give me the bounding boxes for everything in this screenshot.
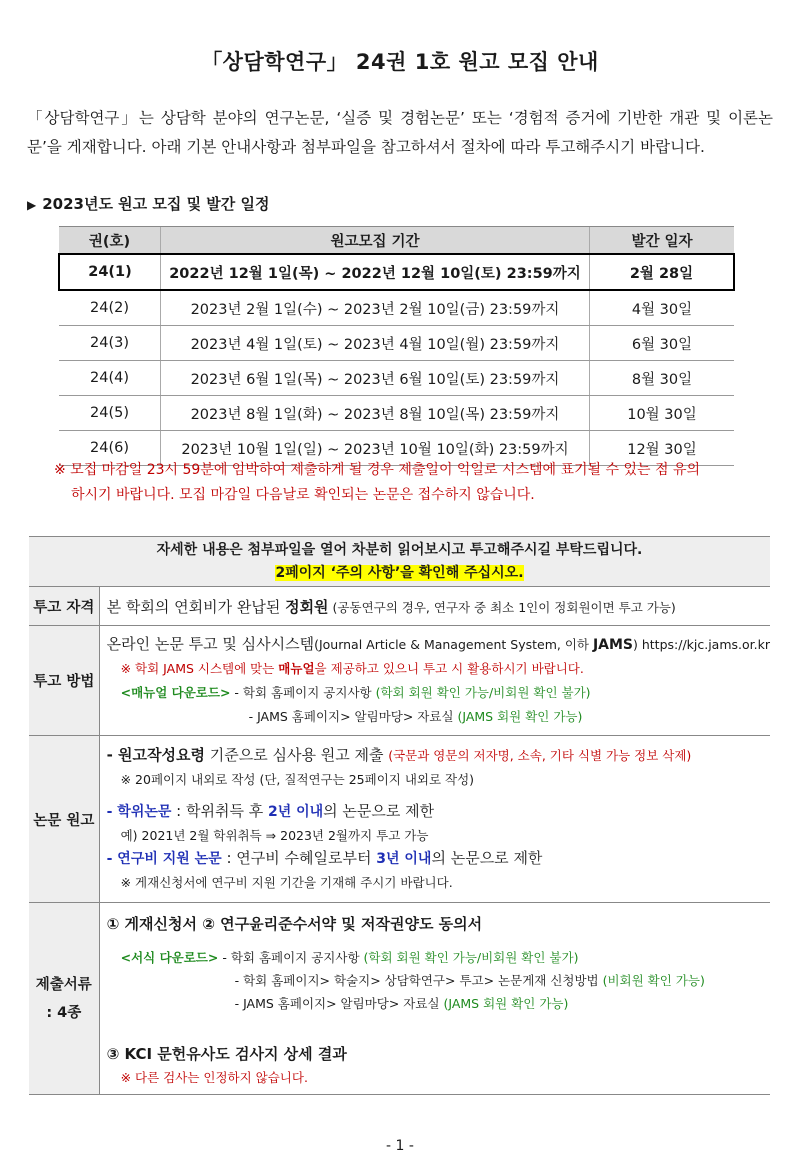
manuscript-line2: ※ 20페이지 내외로 작성 (단, 질적연구는 25페이지 내외로 작성) bbox=[120, 772, 475, 787]
schedule-table bbox=[58, 226, 735, 466]
col-header-date: 발간 일자 bbox=[590, 227, 735, 255]
documents-line6: ※ 다른 검사는 인정하지 않습니다. bbox=[120, 1070, 308, 1085]
banner-line2: 2페이지 ‘주의 사항’을 확인해 주십시오. bbox=[275, 565, 524, 581]
deadline-note-line2: 하시기 바랍니다. 모집 마감일 다음날로 확인되는 논문은 접수하지 않습니다. bbox=[71, 487, 535, 503]
col-header-volume: 권(호) bbox=[59, 227, 161, 255]
table-row bbox=[59, 361, 734, 396]
table-row bbox=[59, 290, 734, 326]
page-number: - 1 - bbox=[386, 1138, 414, 1154]
notice-banner bbox=[29, 536, 770, 586]
cell-volume: 24(2) bbox=[59, 290, 161, 326]
label-documents bbox=[29, 903, 99, 1095]
documents-line1: ① 게재신청서 ② 연구윤리준수서약 및 저작권양도 동의서 bbox=[106, 915, 483, 933]
documents-line3: - 학회 홈페이지> 학술지> 상담학연구> 투고> 논문게재 신청방법 (비회원 확인 가능) bbox=[234, 973, 705, 988]
row-documents bbox=[29, 903, 770, 1095]
table-row bbox=[59, 254, 734, 290]
cell-date: 2월 28일 bbox=[590, 254, 735, 290]
documents-line4: - JAMS 홈페이지> 알림마당> 자료실 (JAMS 회원 확인 가능) bbox=[234, 996, 569, 1011]
cell-volume: 24(1) bbox=[59, 254, 161, 290]
label-manuscript: 논문 원고 bbox=[29, 736, 99, 903]
label-method: 투고 방법 bbox=[29, 626, 99, 736]
deadline-note bbox=[54, 458, 744, 508]
method-line2: ※ 학회 JAMS 시스템에 맞는 매뉴얼을 제공하고 있으니 투고 시 활용하시기 바랍니다. bbox=[120, 661, 584, 676]
intro-paragraph: 「상담학연구」는 상담학 분야의 연구논문, ‘실증 및 경험논문’ 또는 ‘경험적 증거에 기반한 개관 및 이론논문’을 게재합니다. 아래 기본 안내사항과 첨부파일을 참고하셔서 절차에 따라 투고해주시기 바랍니다. bbox=[27, 109, 773, 156]
documents-line2: <서식 다운로드> - 학회 홈페이지 공지사항 (학회 회원 확인 가능/비회원 확인 불가) bbox=[120, 950, 579, 965]
manuscript-line5: - 연구비 지원 논문 : 연구비 수혜일로부터 3년 이내의 논문으로 제한 bbox=[106, 849, 543, 867]
manuscript-line6: ※ 게재신청서에 연구비 지원 기간을 기재해 주시기 바랍니다. bbox=[120, 875, 453, 890]
cell-volume: 24(4) bbox=[59, 361, 161, 396]
row-manuscript bbox=[29, 736, 770, 903]
cell-period: 2023년 6월 1일(목) ~ 2023년 6월 10일(토) 23:59까지 bbox=[161, 361, 590, 396]
cell-period: 2023년 2월 1일(수) ~ 2023년 2월 10일(금) 23:59까지 bbox=[161, 290, 590, 326]
label-qualification: 투고 자격 bbox=[29, 587, 99, 626]
method-line4: - JAMS 홈페이지> 알림마당> 자료실 (JAMS 회원 확인 가능) bbox=[248, 709, 583, 724]
cell-date: 4월 30일 bbox=[590, 290, 735, 326]
banner-line1: 자세한 내용은 첨부파일을 열어 차분히 읽어보시고 투고해주시길 부탁드립니다. bbox=[156, 542, 643, 558]
cell-period: 2023년 8월 1일(화) ~ 2023년 8월 10일(목) 23:59까지 bbox=[161, 396, 590, 431]
schedule-heading bbox=[27, 193, 269, 214]
cell-date: 10월 30일 bbox=[590, 396, 735, 431]
cell-volume: 24(3) bbox=[59, 326, 161, 361]
cell-period: 2023년 4월 1일(토) ~ 2023년 4월 10일(월) 23:59까지 bbox=[161, 326, 590, 361]
cell-volume: 24(6) bbox=[59, 431, 161, 466]
guidelines-table bbox=[29, 586, 770, 1095]
method-line3: <매뉴얼 다운로드> - 학회 홈페이지 공지사항 (학회 회원 확인 가능/비회원 확인 불가) bbox=[120, 685, 591, 700]
cell-volume: 24(5) bbox=[59, 396, 161, 431]
method-line1: 온라인 논문 투고 및 심사시스템(Journal Article & Management System, 이하 JAMS) https://kjc.jams.or.kr bbox=[106, 635, 770, 653]
manuscript-line3: - 학위논문 : 학위취득 후 2년 이내의 논문으로 제한 bbox=[106, 802, 435, 820]
qualification-text: 본 학회의 연회비가 완납된 정회원 (공동연구의 경우, 연구자 중 최소 1인이 정회원이면 투고 가능) bbox=[106, 597, 676, 616]
documents-line5: ③ KCI 문헌유사도 검사지 상세 결과 bbox=[106, 1045, 347, 1063]
manual-download-link[interactable]: <매뉴얼 다운로드> bbox=[120, 685, 231, 700]
col-header-period: 원고모집 기간 bbox=[161, 227, 590, 255]
page-title: 「상담학연구」 24권 1호 원고 모집 안내 bbox=[201, 50, 599, 74]
table-row bbox=[59, 396, 734, 431]
cell-period: 2022년 12월 1일(목) ~ 2022년 12월 10일(토) 23:59까지 bbox=[161, 254, 590, 290]
row-qualification bbox=[29, 587, 770, 626]
label-documents-line1: 제출서류 bbox=[35, 976, 92, 993]
cell-date: 8월 30일 bbox=[590, 361, 735, 396]
table-row bbox=[59, 326, 734, 361]
schedule-heading-text: 2023년도 원고 모집 및 발간 일정 bbox=[42, 195, 270, 213]
manuscript-line4: 예) 2021년 2월 학위취득 ⇒ 2023년 2월까지 투고 가능 bbox=[120, 828, 429, 843]
row-method bbox=[29, 626, 770, 736]
cell-date: 12월 30일 bbox=[590, 431, 735, 466]
form-download-link[interactable]: <서식 다운로드> bbox=[120, 950, 219, 965]
cell-date: 6월 30일 bbox=[590, 326, 735, 361]
cell-period: 2023년 10월 1일(일) ~ 2023년 10월 10일(화) 23:59까지 bbox=[161, 431, 590, 466]
triangle-bullet-icon: ▶ bbox=[27, 198, 37, 212]
label-documents-line2: : 4종 bbox=[46, 1004, 82, 1021]
deadline-note-line1: ※ 모집 마감일 23시 59분에 임박하여 제출하게 될 경우 제출일이 익일로 시스템에 표기될 수 있는 점 유의 bbox=[54, 462, 700, 478]
manuscript-line1: - 원고작성요령 기준으로 심사용 원고 제출 (국문과 영문의 저자명, 소속, 기타 식별 가능 정보 삭제) bbox=[106, 746, 692, 764]
